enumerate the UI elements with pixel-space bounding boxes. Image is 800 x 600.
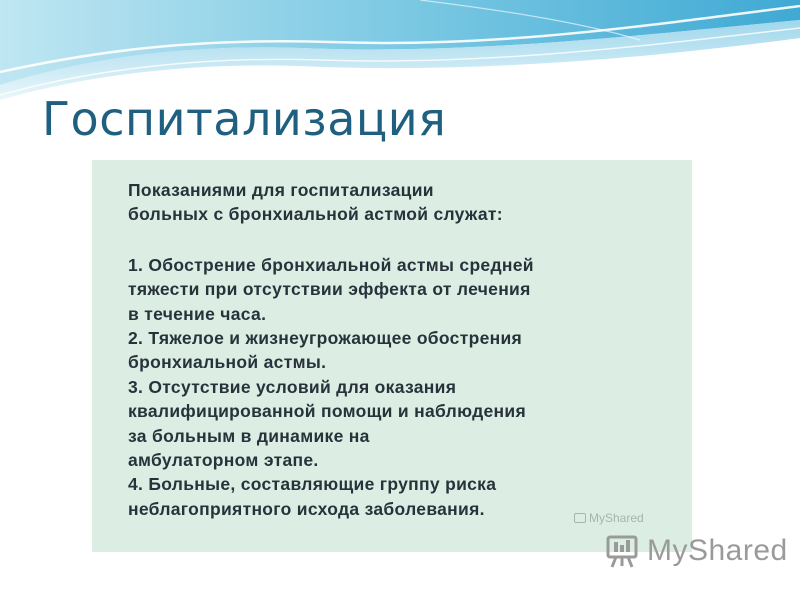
indications-text xyxy=(128,178,668,521)
myshared-watermark xyxy=(605,533,788,569)
heading-line: Показаниями для госпитализации xyxy=(128,180,434,200)
presentation-board-icon xyxy=(605,533,641,569)
slide-title: Госпитализация xyxy=(42,92,447,146)
list-item-line: бронхиальной астмы. xyxy=(128,352,327,373)
heading-line: больных с бронхиальной астмой служат: xyxy=(128,204,503,225)
presentation-board-icon xyxy=(574,513,586,523)
indications-box xyxy=(92,160,692,552)
watermark-text: MyShared xyxy=(647,534,788,567)
list-item-line: 3. Отсутствие условий для оказания xyxy=(128,376,457,397)
list-item-line: тяжести при отсутствии эффекта от лечения xyxy=(128,279,531,300)
list-item-line: 1. Обострение бронхиальной астмы средней xyxy=(128,254,534,275)
list-item-line: за больным в динамике на xyxy=(128,425,370,446)
list-item-line: 4. Больные, составляющие группу риска xyxy=(128,474,497,495)
list-item-line: неблагоприятного исхода заболевания. xyxy=(128,498,485,519)
list-item-line: квалифицированной помощи и наблюдения xyxy=(128,401,526,422)
list-item-line: в течение часа. xyxy=(128,303,267,324)
inner-watermark xyxy=(574,511,644,525)
list-item-line: амбулаторном этапе. xyxy=(128,450,319,471)
inner-watermark-text: MyShared xyxy=(589,511,644,525)
list-item-line: 2. Тяжелое и жизнеугрожающее обострения xyxy=(128,328,523,349)
